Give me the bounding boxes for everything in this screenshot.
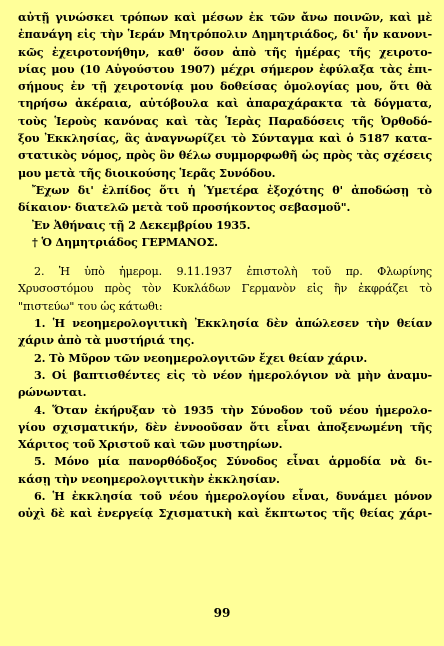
text-line: Ἔχων δι' ἐλπίδος ὅτι ἡ Ὑμετέρα ἐξοχότης θ' ἀποδώσῃ τὸ (32, 182, 432, 197)
list-item: 1. Ἡ νεοημερολογιτικὴ Ἐκκλησία δὲν ἀπώλεσεν τὴν θείαν (34, 316, 432, 331)
list-item-continuation: Χάριτος τοῦ Χριστοῦ καὶ τῶν μυστηρίων. (18, 437, 283, 452)
letter-signature: † Ὁ Δημητριάδος ΓΕΡΜΑΝΟΣ. (32, 234, 218, 249)
list-item: 6. Ἡ ἐκκλησία τοῦ νέου ἡμερολογίου εἶναι, δυνάμει μόνον (34, 489, 432, 504)
text-line: στατικὸς νόμος, πρὸς ὃν θέλω συμμορφωθῆ ὡς πρὸς τὰς σχέσεις (18, 148, 432, 163)
list-item-continuation: ρώνωνται. (18, 385, 87, 400)
text-line: κῶς ἐχειροτονήθην, καθ' ὅσον ἀπὸ τῆς ἡμέρας τῆς χειροτο- (18, 44, 432, 59)
text-line: τοὺς Ἱεροὺς κανόνας καὶ τὰς Ἱερὰς Παραδόσεις τῆς Ὀρθοδό- (18, 113, 432, 128)
text-line: αὐτῇ γινώσκει τρόπων καὶ μέσων ἐκ τῶν ἄνω ποινῶν, καὶ μὲ (18, 10, 432, 24)
list-item-continuation: οὐχὶ δὲ καὶ ἐνεργείᾳ Σχισματικὴ καὶ ἔκπτωτος τῆς θείας χάρι- (18, 506, 432, 521)
list-item: 2. Τὸ Μῦρον τῶν νεοημερολογιτῶν ἔχει θείαν χάριν. (34, 350, 368, 365)
paragraph-gap (18, 251, 432, 263)
list-item: 4. Ὅταν ἐκήρυξαν τὸ 1935 τὴν Σύνοδον τοῦ νέου ἡμερολο- (34, 402, 432, 417)
section-2 (18, 263, 432, 522)
list-item-continuation: χάριν ἀπὸ τὰ μυστήριά της. (18, 333, 195, 348)
text-line: νίας μου (10 Αὐγούστου 1907) μέχρι σήμερον ἐφύλαξα τὰς ἐπι- (18, 61, 432, 76)
text-line: 2. Ἡ ὑπὸ ἡμερομ. 9.11.1937 ἐπιστολὴ τοῦ πρ. Φλωρίνης (34, 265, 432, 279)
text-line: Χρυσοστόμου πρὸς τὸν Κυκλάδων Γερμανὸν εἰς ἣν ἐκφράζει τὸ (18, 282, 432, 296)
list-item: 5. Μόνο μία πανορθόδοξος Σύνοδος εἶναι ἁρμοδία νὰ δι- (34, 454, 432, 469)
text-line: "πιστεύω" του ὡς κάτωθι: (18, 299, 163, 313)
letter-body (18, 9, 432, 251)
text-line: ἐπανάγη εἰς τὴν Ἱεράν Μητρόπολιν Δημητριάδος, δι' ἧν κανονι- (18, 27, 432, 42)
text-line: δίκαιον· διατελῶ μετὰ τοῦ προσήκοντος σεβασμοῦ". (18, 200, 351, 215)
text-line: σήμους ἐν τῇ χειροτονίᾳ μου δοθείσας ὁμολογίας μου, ὅτι θὰ (18, 79, 432, 94)
text-line: τηρήσω ἀκέραια, αὐτόβουλα καὶ ἀπαραχάρακτα τὰ δόγματα, (18, 96, 432, 111)
list-item: 3. Οἱ βαπτισθέντες εἰς τὸ νέον ἡμερολόγιον νὰ μὴν ἀναμυ- (34, 367, 432, 382)
letter-date: Ἐν Ἀθήναις τῇ 2 Δεκεμβρίου 1935. (32, 217, 251, 232)
list-item-continuation: γίου σχισματικήν, δὲν ἐννοοῦσαν ὅτι εἶναι ἀποξενωμένη τῆς (18, 419, 432, 434)
list-item-continuation: κάσῃ τὴν νεοημερολογιτικὴν ἐκκλησίαν. (18, 471, 280, 486)
page-number: 99 (213, 606, 231, 620)
text-line: μου μετὰ τῆς διοικούσης Ἱερᾶς Συνόδου. (18, 165, 276, 180)
text-line: ξου Ἐκκλησίας, ἃς ἀναγνωρίζει τὸ Σύνταγμα καὶ ὁ 5187 κατα- (18, 131, 432, 146)
